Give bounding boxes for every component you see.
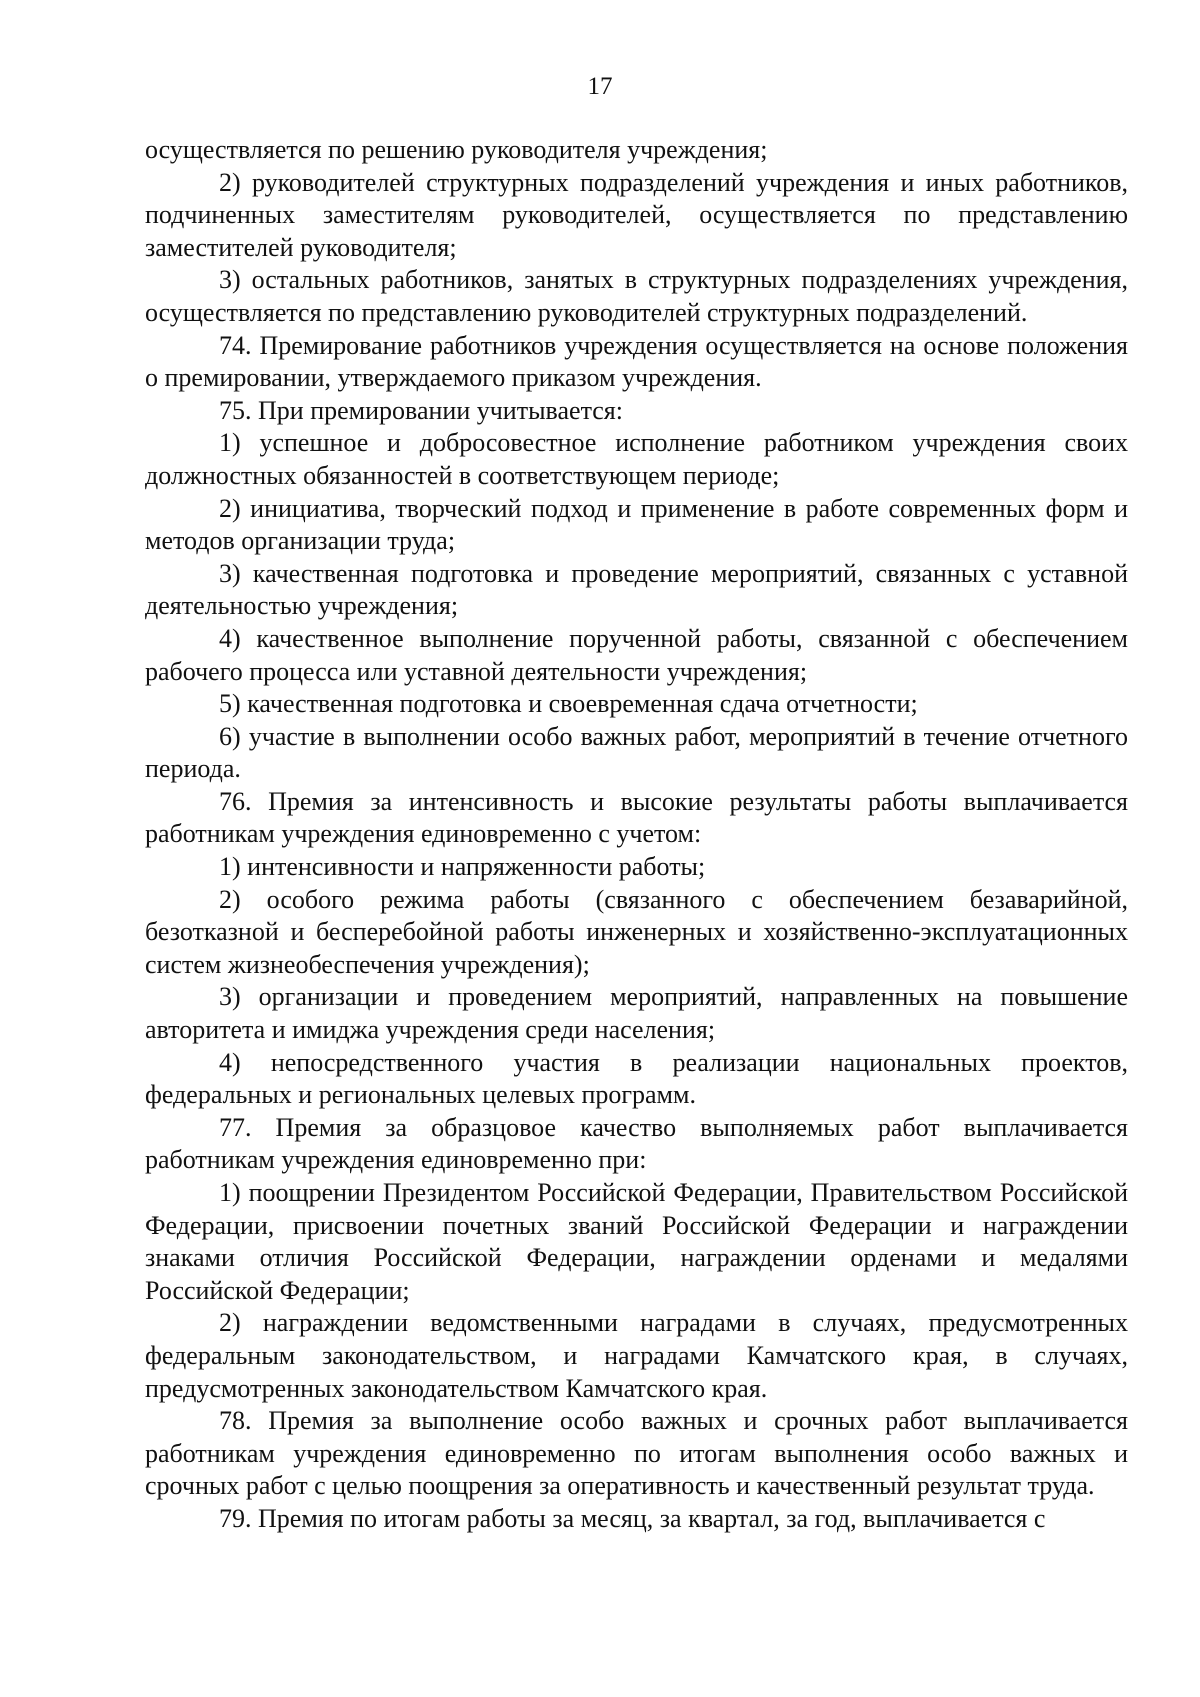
page-number: 17: [587, 73, 613, 100]
paragraph: 79. Премия по итогам работы за месяц, за квартал, за год, выплачивается с: [219, 1503, 1046, 1533]
paragraph: 3) остальных работников, занятых в структурных подразделениях учреждения, осуществляется по представлению руководителей структурных подразделений.: [145, 265, 1128, 327]
paragraph: 3) организации и проведением мероприятий, направленных на повышение авторитета и имиджа учреждения среди населения;: [145, 982, 1128, 1045]
paragraph: 3) качественная подготовка и проведение мероприятий, связанных с уставной деятельностью учреждения;: [145, 558, 1128, 621]
paragraph: 4) качественное выполнение порученной работы, связанной с обеспечением рабочего процесса или уставной деятельности учреждения;: [145, 623, 1128, 686]
document-body: [145, 134, 1128, 1536]
paragraph: 1) успешное и добросовестное исполнение работником учреждения своих должностных обязанностей в соответствующем периоде;: [145, 428, 1128, 490]
paragraph: 2) инициатива, творческий подход и применение в работе современных форм и методов организации труда;: [145, 493, 1128, 556]
paragraph: 1) поощрении Президентом Российской Федерации, Правительством Российской Федерации, присвоении почетных званий Российской Федерации и награждении знаками отличия Российской Федерации, награждении орденами и медалями Российской Федерации;: [145, 1178, 1128, 1305]
paragraph: 77. Премия за образцовое качество выполняемых работ выплачивается работникам учреждения единовременно при:: [145, 1112, 1128, 1175]
paragraph: 78. Премия за выполнение особо важных и срочных работ выплачивается работникам учреждения единовременно по итогам выполнения особо важных и срочных работ с целью поощрения за оперативность и качественный результат труда.: [145, 1406, 1128, 1501]
paragraph: 74. Премирование работников учреждения осуществляется на основе положения о премировании, утверждаемого приказом учреждения.: [145, 330, 1128, 393]
paragraph: 5) качественная подготовка и своевременная сдача отчетности;: [219, 689, 918, 719]
paragraph: 75. При премировании учитывается:: [219, 395, 623, 425]
continued-paragraph: осуществляется по решению руководителя учреждения;: [145, 135, 768, 164]
paragraph: 4) непосредственного участия в реализации национальных проектов, федеральных и региональных целевых программ.: [145, 1047, 1128, 1110]
paragraph: 2) особого режима работы (связанного с обеспечением безаварийной, безотказной и бесперебойной работы инженерных и хозяйственно-эксплуатационных систем жизнеобеспечения учреждения);: [145, 884, 1128, 979]
paragraph: 2) награждении ведомственными наградами в случаях, предусмотренных федеральным законодательством, и наградами Камчатского края, в случаях, предусмотренных законодательством Камчатского края.: [145, 1308, 1128, 1403]
paragraph: 76. Премия за интенсивность и высокие результаты работы выплачивается работникам учреждения единовременно с учетом:: [145, 786, 1128, 849]
paragraph: 2) руководителей структурных подразделений учреждения и иных работников, подчиненных заместителям руководителей, осуществляется по представлению заместителей руководителя;: [145, 167, 1128, 262]
paragraph: 1) интенсивности и напряженности работы;: [219, 852, 706, 882]
paragraph: 6) участие в выполнении особо важных работ, мероприятий в течение отчетного периода.: [145, 721, 1128, 784]
